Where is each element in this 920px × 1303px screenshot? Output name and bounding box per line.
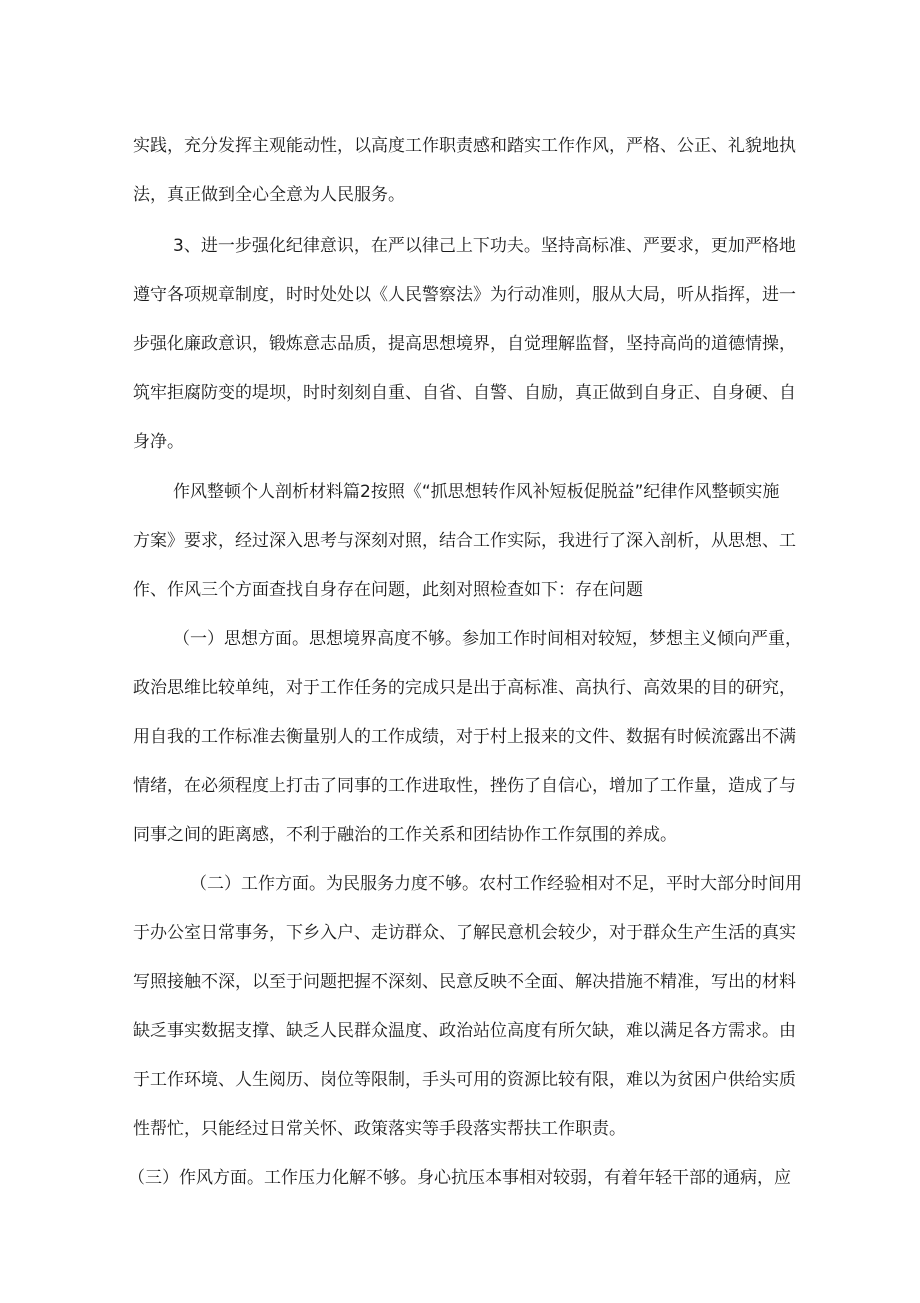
text-line: （一）思想方面。思想境界高度不够。参加工作时间相对较短，梦想主义倾向严重， — [173, 629, 802, 649]
text-line: 于工作环境、人生阅历、岗位等限制，手头可用的资源比较有限，难以为贫困户供给实质 — [133, 1070, 796, 1090]
text-line: 写照接触不深，以至于问题把握不深刻、民意反映不全面、解决措施不精准，写出的材料 — [133, 972, 796, 992]
text-line: 步强化廉政意识，锻炼意志品质，提高思想境界，自觉理解监督，坚持高尚的道德情操， — [133, 334, 796, 354]
text-line: 缺乏事实数据支撑、缺乏人民群众温度、政治站位高度有所欠缺，难以满足各方需求。由 — [133, 1021, 796, 1041]
text-line: 政治思维比较单纯，对于工作任务的完成只是出于高标准、高执行、高效果的目的研究， — [133, 678, 796, 698]
text-line: 于办公室日常事务，下乡入户、走访群众、了解民意机会较少，对于群众生产生活的真实 — [133, 923, 796, 943]
text-line: 身净。 — [133, 432, 184, 452]
text-line: 3、进一步强化纪律意识，在严以律己上下功夫。坚持高标准、严要求，更加严格地 — [173, 236, 796, 256]
text-line: 实践，充分发挥主观能动性，以高度工作职责感和踏实工作作风，严格、公正、礼貌地执 — [133, 136, 796, 156]
text-line: 用自我的工作标准去衡量别人的工作成绩，对于村上报来的文件、数据有时候流露出不满 — [133, 727, 796, 747]
text-line: 作风整顿个人剖析材料篇2按照《“抓思想转作风补短板促脱益”纪律作风整顿实施 — [173, 482, 780, 502]
text-line: 性帮忙，只能经过日常关怀、政策落实等手段落实帮扶工作职责。 — [133, 1119, 626, 1139]
text-line: （三）作风方面。工作压力化解不够。身心抗压本事相对较弱，有着年轻干部的通病，应 — [128, 1168, 791, 1188]
text-line: 遵守各项规章制度，时时处处以《人民警察法》为行动准则，服从大局，听从指挥，进一 — [133, 285, 796, 305]
text-line: 法，真正做到全心全意为人民服务。 — [133, 185, 405, 205]
text-line: 筑牢拒腐防变的堤坝，时时刻刻自重、自省、自警、自励，真正做到自身正、自身硬、自 — [133, 383, 796, 403]
text-line: 作、作风三个方面查找自身存在问题，此刻对照检查如下：存在问题 — [133, 580, 643, 600]
text-line: （二）工作方面。为民服务力度不够。农村工作经验相对不足，平时大部分时间用 — [190, 874, 802, 894]
text-line: 同事之间的距离感，不利于融治的工作关系和团结协作工作氛围的养成。 — [133, 825, 677, 845]
text-line: 情绪，在必须程度上打击了同事的工作进取性，挫伤了自信心，增加了工作量，造成了与 — [133, 776, 796, 796]
text-line: 方案》要求，经过深入思考与深刻对照，结合工作实际，我进行了深入剖析，从思想、工 — [133, 531, 796, 551]
